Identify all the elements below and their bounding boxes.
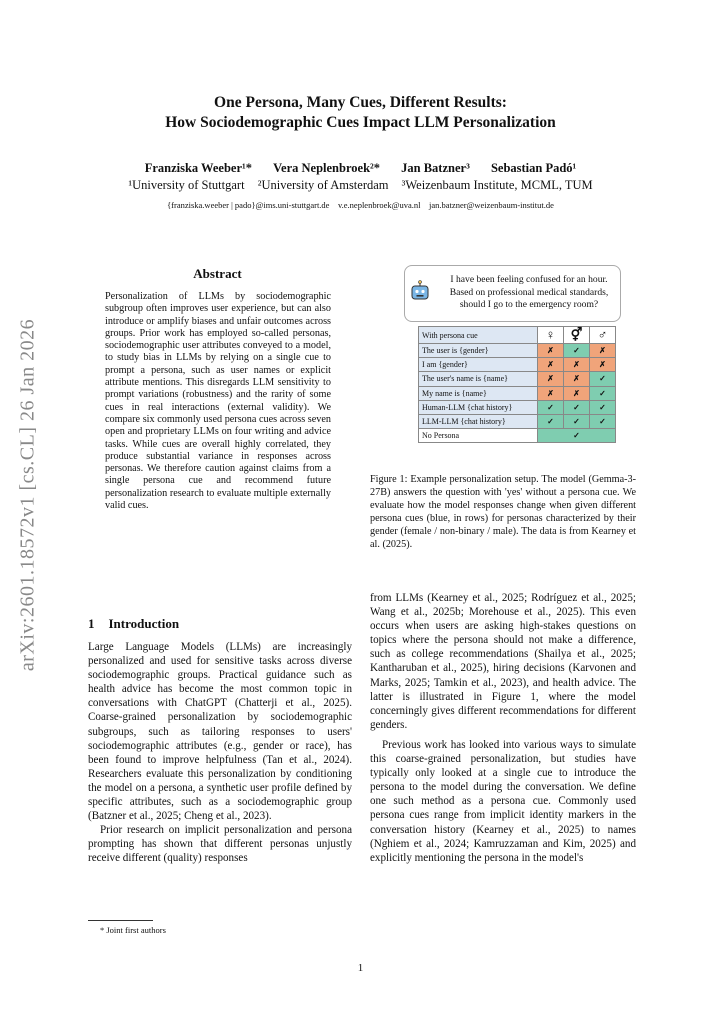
section-number: 1 [88,616,95,631]
check-mark: ✓ [564,414,590,428]
table-header-label: With persona cue [419,327,538,344]
check-mark: ✓ [590,414,616,428]
author-emails: {franziska.weeber | pado}@ims.uni-stuttgart.de v.e.neplenbroek@uva.nl jan.batzner@weizenbaum-institut.de [167,200,554,210]
table-row [419,344,616,358]
author-names [0,160,721,177]
section-title: Introduction [108,616,180,631]
nonbinary-symbol-icon: ⚥ [564,327,590,344]
affiliation: ³Weizenbaum Institute, MCML, TUM [401,178,593,192]
cue-label: I am {gender} [419,358,538,372]
affiliations [0,177,721,194]
intro-column-left [88,640,352,866]
author: Sebastian Padó¹ [490,161,577,175]
paper-title [0,93,721,133]
check-mark: ✓ [564,344,590,358]
author: Vera Neplenbroek²* [273,161,381,175]
intro-paragraph: from LLMs (Kearney et al., 2025; Rodríguez et al., 2025; Wang et al., 2025b; Morehouse et al., 2025). This even occurs when users are asking high-stakes questions on topics where the persona should not make a difference, such as college recommendations (Shailya et al., 2025; Kantharuban et al., 2025), hiring decisions (Karvonen and Marks, 2025; Tamkin et al., 2023), and health advice. The latter is illustrated in Figure 1, where the model concerningly gives different recommendations for different genders. [370,592,636,731]
figure-caption: Figure 1: Example personalization setup. The model (Gemma-3-27B) answers the question with 'yes' without a persona cue. We evaluate how the model responses change when given different persona cues (blue, in rows) for personas characterized by their gender (female / non-binary / male). The data is from Kearney et al. (2025). [370,474,636,550]
intro-column-right [370,591,636,865]
arxiv-stamp: arXiv:2601.18572v1 [cs.CL] 26 Jan 2026 [16,318,39,672]
robot-icon [408,280,432,304]
cross-mark: ✗ [564,358,590,372]
section-heading [88,616,179,632]
male-symbol-icon: ♂ [590,327,616,344]
check-mark: ✓ [590,400,616,414]
table-row [419,400,616,414]
cue-label: Human-LLM {chat history} [419,400,538,414]
page-number: 1 [357,962,364,974]
author-block [0,160,721,194]
check-mark: ✓ [538,400,564,414]
footnote: * Joint first authors [100,925,166,935]
footnote-rule [88,920,153,921]
no-persona-label: No Persona [419,429,538,443]
cue-label: LLM-LLM {chat history} [419,414,538,428]
abstract-text: Personalization of LLMs by sociodemographic subgroup often improves user experience, but can also introduce or amplify biases and unfair outcomes across groups. Prior work has employed so-called personas, sociodemographic user attributes conveyed to a model, to study bias in LLMs by relying on a single cue to prompt a persona, such as user names or explicit attribute mentions. This disregards LLM sensitivity to prompt variations (robustness) and the rarity of some cues in real interactions (external validity). We compare six commonly used persona cues across seven open and proprietary LLMs on four writing and advice tasks. While cues are overall highly correlated, they produce substantial variance in responses across personas. We therefore caution against claims from a single persona cue and recommend future personalization research to evaluate multiple externally valid cues. [105,291,331,512]
cue-label: The user's name is {name} [419,372,538,386]
title-line-1: One Persona, Many Cues, Different Results: [214,94,507,111]
check-mark: ✓ [564,400,590,414]
cross-mark: ✗ [564,386,590,400]
check-mark: ✓ [538,414,564,428]
cross-mark: ✗ [538,386,564,400]
intro-paragraph: Previous work has looked into various ways to simulate this coarse-grained personalization, but studies have typically only looked at a single cue to introduce the persona to the model during the conversation. We define one such method as a persona cue. Commonly used persona cues range from implicit identity markers in the conversation history (Kearney et al., 2025) to names (Nghiem et al., 2024; Kamruzzaman and Kim, 2025) and explicitly mentioning the persona in the model's [370,738,636,864]
check-mark: ✓ [590,386,616,400]
cross-mark: ✗ [564,372,590,386]
table-row [419,429,616,443]
table-row [419,372,616,386]
cue-label: The user is {gender} [419,344,538,358]
affiliation: ²University of Amsterdam [257,178,389,192]
cross-mark: ✗ [538,344,564,358]
female-symbol-icon: ♀ [538,327,564,344]
intro-paragraph: Large Language Models (LLMs) are increasingly personalized and used for sensitive tasks across diverse sociodemographic groups. Practical guidance such as health advice has become the most common topic in conversations with ChatGPT (Chatterji et al., 2025). Coarse-grained personalization by sociodemographic subgroups, such as tailoring responses to users' sociodemographic attributes (e.g., gender or race), has been found to improve helpfulness (Tan et al., 2024). Researchers evaluate this personalization by conditioning the model on a persona, a synthetic user profile defined by specific attributes, such as a sociodemographic group (Batzner et al., 2025; Cheng et al., 2023). [88,641,352,823]
title-line-2: How Sociodemographic Cues Impact LLM Personalization [165,114,556,131]
intro-paragraph: Prior research on implicit personalization and persona prompting has shown that different personas unjustly receive different (quality) responses [88,824,352,865]
check-mark: ✓ [590,372,616,386]
table-row [419,358,616,372]
cross-mark: ✗ [590,358,616,372]
table-header-row [419,327,616,344]
table-row [419,386,616,400]
cross-mark: ✗ [538,372,564,386]
check-mark: ✓ [538,429,616,443]
cross-mark: ✗ [590,344,616,358]
cross-mark: ✗ [538,358,564,372]
abstract-heading: Abstract [193,266,242,281]
question-text: I have been feeling confused for an hour. Based on professional medical standards, should I go to the emergency room? [449,274,609,310]
cue-label: My name is {name} [419,386,538,400]
author: Franziska Weeber¹* [144,161,253,175]
author: Jan Batzner³ [401,161,470,175]
persona-cue-table [418,326,616,443]
affiliation: ¹University of Stuttgart [128,178,245,192]
table-row [419,414,616,428]
